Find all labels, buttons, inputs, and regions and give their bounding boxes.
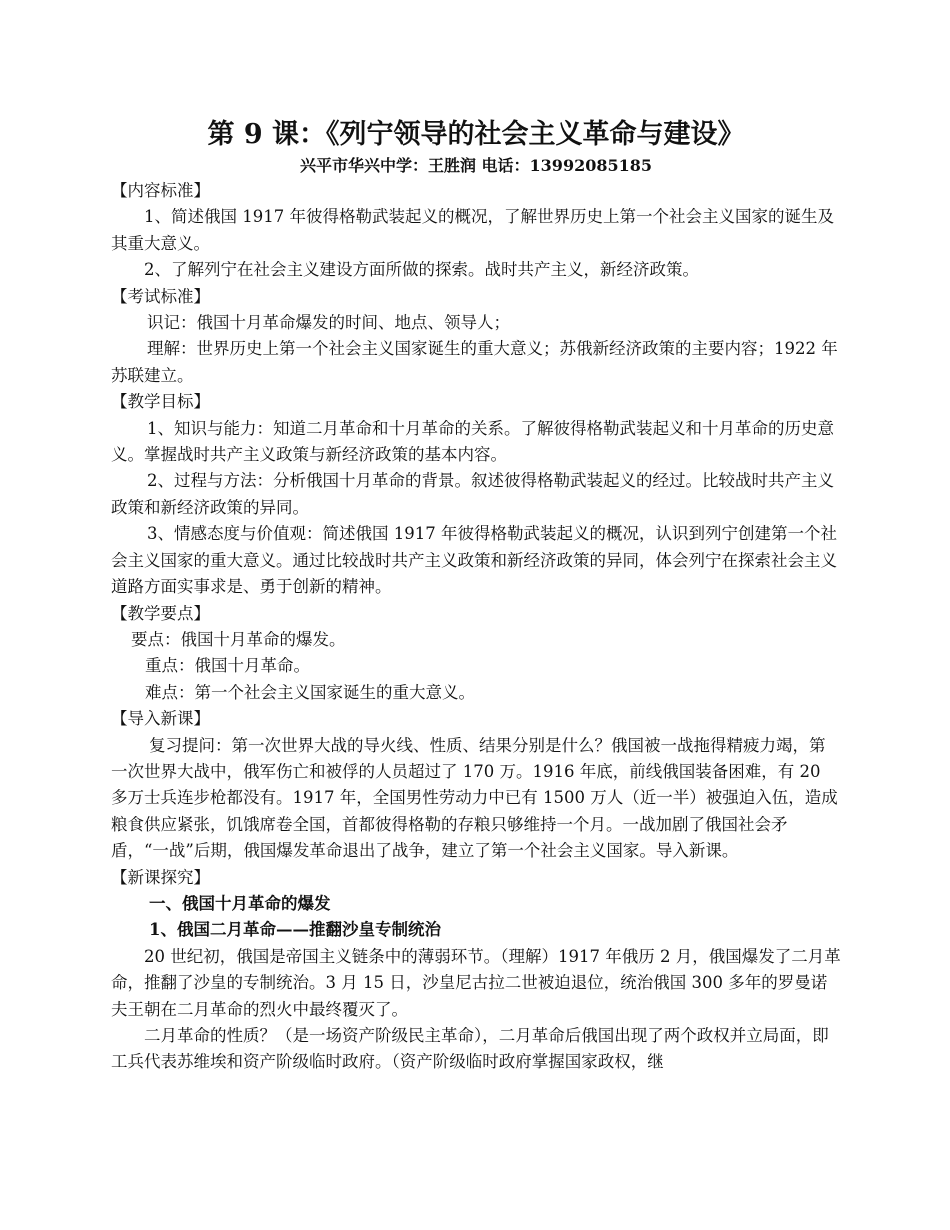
section-heading-new-lesson: 【新课探究】 [111, 867, 210, 887]
section-heading-teaching-goals: 【教学目标】 [111, 392, 210, 412]
paragraph: 重点：俄国十月革命。 [145, 656, 310, 676]
section-heading-key-points: 【教学要点】 [111, 603, 210, 623]
section-heading-content-standard: 【内容标准】 [111, 181, 210, 200]
author-line: 兴平市华兴中学：王胜润 电话：13992085185 [299, 156, 653, 175]
paragraph: 二月革命的性质？（是一场资产阶级民主革命），二月革命后俄国出现了两个政权并立局面，即工兵代表苏维埃和资产阶级临时政府。（资产阶级临时政府掌握国家政权，继 [111, 1026, 829, 1072]
paragraph: 要点：俄国十月革命的爆发。 [131, 629, 346, 649]
section-heading-intro: 【导入新课】 [111, 709, 210, 729]
paragraph: 复习提问：第一次世界大战的导火线、性质、结果分别是什么？俄国被一战拖得精疲力竭，第一次世界大战中，俄军伤亡和被俘的人员超过了 170 万。1916 年底，前线俄国装备困难，有 20 多万士兵连步枪都没有。1917 年，全国男性劳动力中已有 1500 万人（近一半）被强迫入伍，造成粮食供应紧张，饥饿席卷全国，首都彼得格勒的存粮只够维持一个月。一战加剧了俄国社会矛盾，“一战”后期，俄国爆发革命退出了战争，建立了第一个社会主义国家。导入新课。 [111, 735, 838, 861]
paragraph: 2、过程与方法：分析俄国十月革命的背景。叙述彼得格勒武装起义的经过。比较战时共产主义政策和新经济政策的异同。 [111, 471, 834, 517]
paragraph: 1、知识与能力：知道二月革命和十月革命的关系。了解彼得格勒武装起义和十月革命的历史意义。掌握战时共产主义政策与新经济政策的基本内容。 [111, 418, 834, 465]
subheading: 1、俄国二月革命——推翻沙皇专制统治 [149, 920, 441, 940]
paragraph: 识记：俄国十月革命爆发的时间、地点、领导人； [147, 313, 510, 333]
paragraph: 20 世纪初，俄国是帝国主义链条中的薄弱环节。（理解）1917 年俄历 2 月，俄国爆发了二月革命，推翻了沙皇的专制统治。3 月 15 日，沙皇尼古拉二世被迫退位，统治俄国 300 多年的罗曼诺夫王朝在二月革命的烈火中最终覆灭了。 [111, 946, 841, 1019]
page-title: 第 9 课：《列宁领导的社会主义革命与建设》 [207, 119, 745, 150]
paragraph: 2、了解列宁在社会主义建设方面所做的探索。战时共产主义，新经济政策。 [144, 260, 699, 280]
paragraph: 1、简述俄国 1917 年彼得格勒武装起义的概况，了解世界历史上第一个社会主义国家的诞生及其重大意义。 [111, 207, 834, 253]
section-heading-exam-standard: 【考试标准】 [111, 286, 210, 306]
paragraph: 3、情感态度与价值观：简述俄国 1917 年彼得格勒武装起义的概况，认识到列宁创建第一个社会主义国家的重大意义。通过比较战时共产主义政策和新经济政策的异同，体会列宁在探索社会主义道路方面实事求是、勇于创新的精神。 [111, 524, 837, 597]
paragraph: 理解：世界历史上第一个社会主义国家诞生的重大意义；苏俄新经济政策的主要内容；1922 年苏联建立。 [111, 339, 838, 385]
subheading: 一、俄国十月革命的爆发 [149, 893, 331, 913]
paragraph: 难点：第一个社会主义国家诞生的重大意义。 [145, 682, 475, 702]
document-page [111, 118, 841, 1076]
